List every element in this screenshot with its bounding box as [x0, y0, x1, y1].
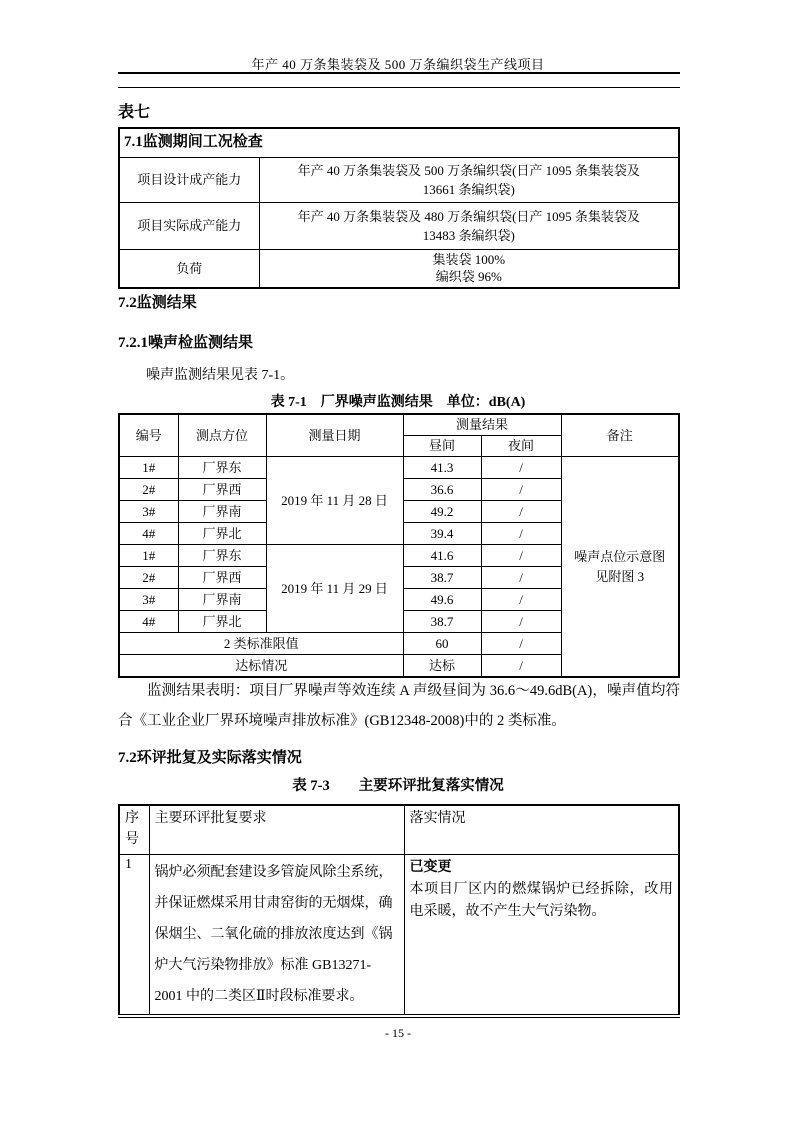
result-summary-paragraph: 监测结果表明：项目厂界噪声等效连续 A 声级昼间为 36.6～49.6dB(A)，噪声值均符合《工业企业厂界环境噪声排放标准》(GB12348-2008)中的 2 类标准。	[118, 683, 680, 729]
table-7-3-caption: 表 7-3 主要环评批复落实情况	[292, 778, 504, 794]
point-id: 4#	[119, 523, 178, 545]
col-header-no: 序号	[119, 805, 149, 855]
heading-eia-approval: 7.2环评批复及实际落实情况	[118, 750, 302, 766]
compliance-day-value: 达标	[403, 655, 481, 678]
table-row	[119, 157, 679, 202]
eia-approval-table	[118, 804, 680, 1018]
col-header-day: 昼间	[403, 436, 481, 457]
point-id: 3#	[119, 501, 178, 523]
table-7-1-caption: 表 7-1 厂界噪声监测结果 单位：dB(A)	[270, 395, 526, 410]
implementation-cell	[404, 855, 679, 1017]
day-value: 38.7	[403, 611, 481, 633]
condition-value	[259, 157, 679, 202]
night-value: /	[481, 479, 561, 501]
point-id: 3#	[119, 589, 178, 611]
day-value: 36.6	[403, 479, 481, 501]
row-no: 1	[119, 855, 149, 1017]
condition-value-line: 编织袋 96%	[435, 269, 502, 285]
table-row	[119, 202, 679, 249]
day-value: 41.6	[403, 545, 481, 567]
compliance-night-value: /	[481, 655, 561, 678]
col-header-position: 测点方位	[178, 414, 266, 457]
col-header-implementation: 落实情况	[404, 805, 679, 855]
point-position: 厂界南	[178, 589, 266, 611]
table-header-row	[119, 805, 679, 855]
requirement-text: 锅炉必须配套建设多管旋风除尘系统，并保证燃煤采用甘肃窑街的无烟煤，确保烟尘、二氧化硫的排放浓度达到《锅炉大气污染物排放》标准 GB13271-2001 中的二类区Ⅱ时段标准要求。	[149, 855, 404, 1017]
col-header-night: 夜间	[481, 436, 561, 457]
heading-noise-results: 7.2.1噪声检监测结果	[118, 335, 254, 351]
night-value: /	[481, 457, 561, 479]
condition-value	[259, 249, 679, 288]
condition-value-line: 集装袋 100%	[432, 252, 506, 268]
night-value: /	[481, 567, 561, 589]
point-position: 厂界北	[178, 611, 266, 633]
implementation-detail: 本项目厂区内的燃煤锅炉已经拆除，改用电采暖，故不产生大气污染物。	[409, 882, 673, 919]
table-row	[119, 128, 679, 157]
condition-label: 项目实际成产能力	[119, 202, 259, 249]
condition-value-line: 年产 40 万条集装袋及 480 万条编织袋(日产 1095 条集装袋及	[297, 208, 640, 224]
col-header-requirement: 主要环评批复要求	[149, 805, 404, 855]
night-value: /	[481, 501, 561, 523]
remark-cell	[561, 457, 679, 678]
day-value: 39.4	[403, 523, 481, 545]
measure-date: 2019 年 11 月 28 日	[266, 457, 403, 545]
noise-intro-paragraph: 噪声监测结果见表 7-1。	[146, 368, 295, 383]
point-id: 4#	[119, 611, 178, 633]
col-header-result: 测量结果	[403, 414, 561, 436]
point-id: 2#	[119, 567, 178, 589]
night-value: /	[481, 545, 561, 567]
measure-date: 2019 年 11 月 29 日	[266, 545, 403, 633]
point-position: 厂界北	[178, 523, 266, 545]
night-value: /	[481, 611, 561, 633]
day-value: 38.7	[403, 567, 481, 589]
compliance-label: 达标情况	[119, 655, 403, 678]
limit-night-value: /	[481, 633, 561, 655]
condition-check-table	[118, 127, 680, 289]
page-number: - 15 -	[385, 1026, 411, 1040]
table-row	[119, 249, 679, 288]
table-row	[119, 855, 679, 1017]
header-rule-top	[118, 72, 680, 74]
condition-label: 负荷	[119, 249, 259, 288]
limit-label: 2 类标准限值	[119, 633, 403, 655]
point-position: 厂界南	[178, 501, 266, 523]
header-rule-bottom	[118, 87, 680, 88]
day-value: 49.6	[403, 589, 481, 611]
condition-value-line: 年产 40 万条集装袋及 500 万条编织袋(日产 1095 条集装袋及	[297, 162, 640, 178]
point-id: 1#	[119, 457, 178, 479]
day-value: 49.2	[403, 501, 481, 523]
condition-table-header: 7.1监测期间工况检查	[119, 128, 679, 157]
condition-value	[259, 202, 679, 249]
night-value: /	[481, 589, 561, 611]
section-label-table-seven: 表七	[118, 104, 151, 121]
table-header-row	[119, 414, 679, 436]
day-value: 41.3	[403, 457, 481, 479]
point-position: 厂界东	[178, 457, 266, 479]
condition-value-line: 13661 条编织袋)	[422, 181, 515, 197]
condition-label: 项目设计成产能力	[119, 157, 259, 202]
point-position: 厂界西	[178, 567, 266, 589]
heading-monitoring-results: 7.2监测结果	[118, 295, 197, 311]
point-id: 1#	[119, 545, 178, 567]
point-position: 厂界东	[178, 545, 266, 567]
col-header-date: 测量日期	[266, 414, 403, 457]
remark-line: 噪声点位示意图	[574, 548, 666, 564]
col-header-remark: 备注	[561, 414, 679, 457]
condition-value-line: 13483 条编织袋)	[422, 227, 515, 243]
noise-monitoring-table	[118, 413, 680, 678]
limit-day-value: 60	[403, 633, 481, 655]
col-header-id: 编号	[119, 414, 178, 457]
remark-line: 见附图 3	[595, 568, 645, 584]
point-position: 厂界西	[178, 479, 266, 501]
point-id: 2#	[119, 479, 178, 501]
page-header-title: 年产 40 万条集装袋及 500 万条编织袋生产线项目	[251, 57, 545, 72]
implementation-status: 已变更	[409, 860, 452, 875]
night-value: /	[481, 523, 561, 545]
table-row	[119, 457, 679, 479]
